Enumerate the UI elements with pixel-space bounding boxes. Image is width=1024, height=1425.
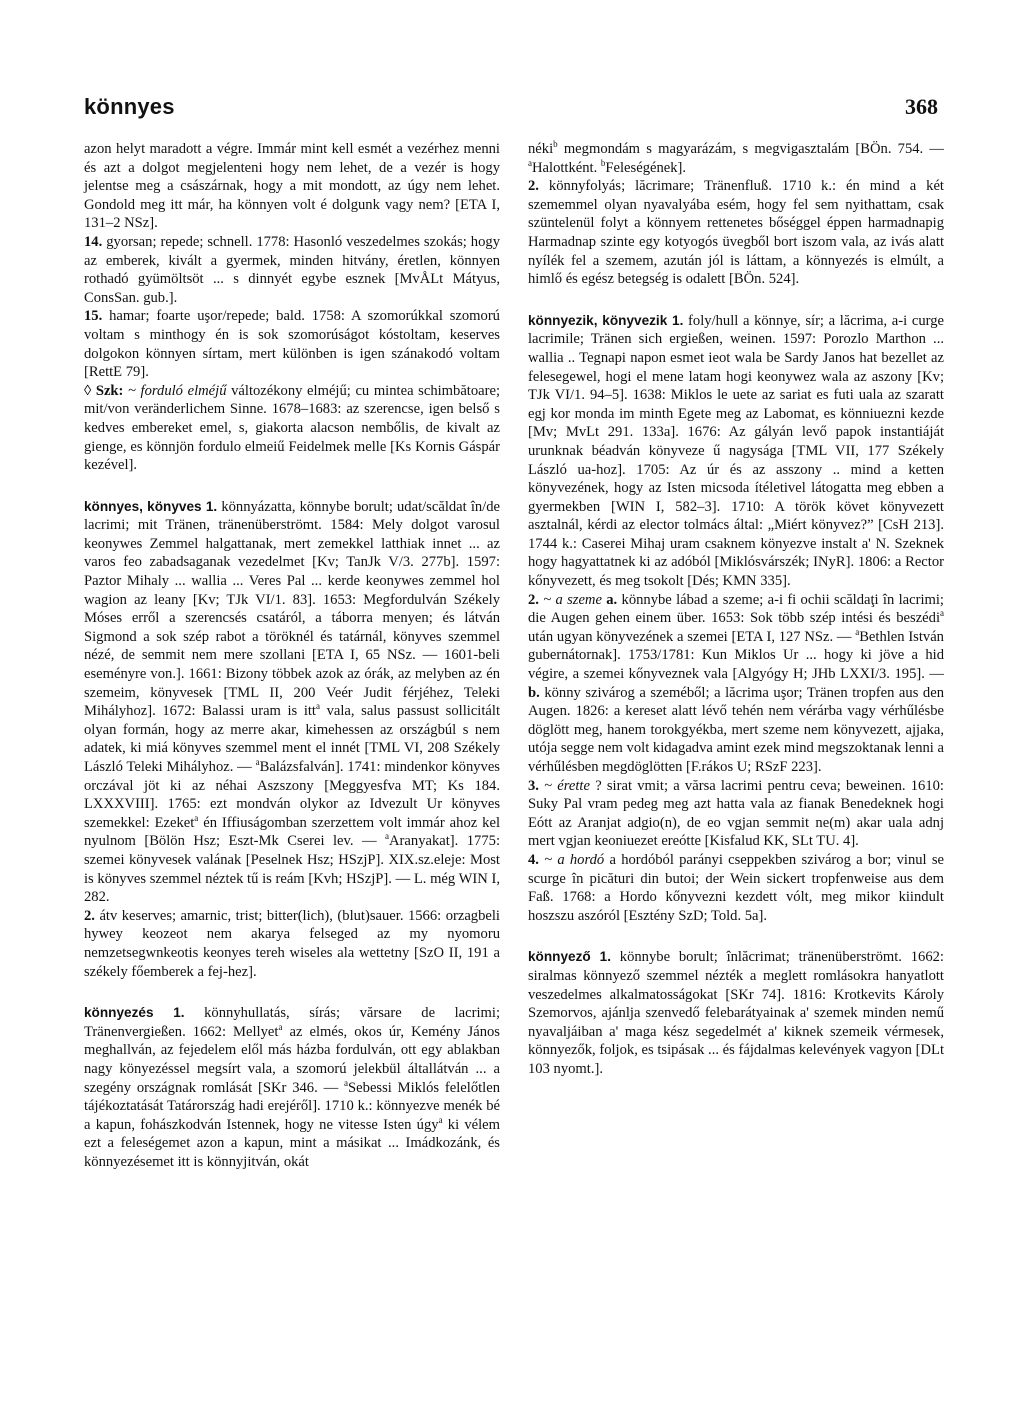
entry-konnyezes-continued xyxy=(528,140,944,289)
page-number: 368 xyxy=(905,94,938,119)
entry-continuation xyxy=(84,140,500,475)
entry-sense-2 xyxy=(528,591,944,777)
running-headword: könnyes xyxy=(84,94,175,119)
sense-text: könny szivárog a szeméből; a lăcrima uşor; Tränen tropfen aus den Augen. 1826: a kereset alatt lévő tehén nem vérárba vagy vérhűlésbe döglött meg, hanem torokgyékba, mert szeme nem könyvezett, ajjaka, utója segge nem volt kidagadva amint ezek mind megszoktanak lenni a vérhűlésben megdöglötten [F.rákos U; RSzF 223]. xyxy=(528,684,945,775)
entry-headword: könnyező 1. xyxy=(528,949,611,965)
entry-text: ki vélem ezt a feleségemet azon a kapun, mint a másikat ... Imádkozánk, és könnyezésemet itt is könnyjitván, okát xyxy=(84,1116,500,1170)
phrase: ~ forduló elméjű xyxy=(128,382,227,399)
footnote-marker: b xyxy=(600,157,606,168)
entry-text: könnyázatta, könnybe borult; udat/scăldat în/de lacrimi; mit Tränen, tränenüberströmt. 1584: Mely dolgot varosul keonywes Zemmel halgattanak, mert zemekkel latthiak innet ... az varos feo zabadsaganak vezedelmet [Kv; TanJk V/3. 277b]. 1597: Paztor Mihaly ... wallia ... Veres Pal ... kerde keonywes zemmel hol wagion az leany [Kv; TJk VI/1. 83]. 1653: Megfordulván Székely Móses erről a szerencsés csatáról, a táborra menyen; és látván Sigmond a sok szép rabot a töröknél és tatárnál, könyves szemmel nézé, de semmit nem mere szollani [ETA I, 65 NSz. — 1601-beli eseményre von.]. 1661: Bizony többek azok az órák, az melyben az én szemeim, könyvesek [TML II, 200 Veér Judit férjéhez, Teleki Mihályhoz]. 1672: Balassi uram is itt xyxy=(84,498,501,720)
footnote-marker: a xyxy=(255,757,260,768)
entry-text: Sebessi Miklós felelőtlen tájékoztatását Tatárország hadi erejéről]. 1710 k.: könnyezve menék bé a kapun, fohászkodván Istennek, hogy ne vitesse Isten úgy xyxy=(84,1079,500,1133)
phrase: ~ a szeme xyxy=(543,591,602,608)
sense-text: gyorsan; repede; schnell. 1778: Hasonló veszedelmes szokás; hogy az emberek, kivált a gyermek, minden hitvány, éretlen, könnyen rothadó gyümöltsöt ... s dinnyét egybe esznek [MvÅLt Mátyus, ConsSan. gub.]. xyxy=(84,233,500,306)
entry-text: megmondám s magyarázám, s megvigasztalám [BÖn. 754. — xyxy=(557,141,944,157)
entry-sense-14 xyxy=(84,233,500,307)
entry-text: Feleségének]. xyxy=(605,159,687,176)
entry-text: az elmés, okos úr, Kemény János meghallván, az fejedelem elől más házba fordulván, ott egy ablakban nagy könyezéssel megsírt vala, a szomorú jelekbül általlátván ... a szegény országnak romlását [SKr 346. — xyxy=(84,1023,500,1096)
entry-konnyezik xyxy=(528,312,944,926)
entry-konnyezes xyxy=(84,1004,500,1171)
entry-headword: könnyes, könyves 1. xyxy=(84,498,218,514)
entry-phrase-szk xyxy=(84,382,500,475)
sense-text: Bethlen István gubernátornak]. 1753/1781: Kun Miklos Ur ... hogy ki jöve a hid végire, a szemei kőnyveznek vala [Algyógy H; JHb LXXI/3. 195]. — xyxy=(528,628,944,683)
footnote-marker: a xyxy=(344,1077,349,1088)
entry-konnyes xyxy=(84,498,500,981)
sense-number: 2. xyxy=(528,178,539,195)
entry-text: Balázsfalván]. 1741: mindenkor könyves orczával jöt ki az néhai Aszszony [Meggyesfva MT; Ks 184. LXXXVIII]. 1765: ezt mondván olykor az Idvezult Ur könyves szemekkel: Ezeket xyxy=(84,759,500,831)
entry-paragraph xyxy=(84,1004,500,1171)
phrase: ~ a hordó xyxy=(544,851,605,868)
entry-sense-3 xyxy=(528,777,944,851)
phrase-text: változékony elméjű; cu mintea schimbătoare; mit/von veränderlichem Sinne. 1678–1683: az szerencse, igen belső s kedves embereket emel, s, giakorta alacson nembőlis, de kivalt az gienge, es könnjön fordulo elmeiű Feidelmek melle [Ks Kornis Gáspár kezével]. xyxy=(84,382,501,474)
entry-sense-2 xyxy=(528,177,944,289)
sense-text: a hordóból parányi cseppekben szivárog a bor; vinul se scurge în picături din butoi; der Wein sickert tropfenweise aus dem Faß. 1768: a Hordo kőnyvezni kezdett vólt, meg mikor kiindult hoszszu aszóról [Esztény SzD; Told. 5a]. xyxy=(528,851,944,924)
footnote-marker: a xyxy=(385,831,390,842)
entry-sense-15 xyxy=(84,307,500,381)
entry-text: könnyhullatás, sírás; vărsare de lacrimi; Tränenvergießen. 1662: Mellyet xyxy=(84,1005,501,1040)
entry-paragraph xyxy=(528,140,944,177)
sense-number: 4. xyxy=(528,851,539,868)
sense-text: könnybe lábad a szeme; a-i fi ochii scăldaţi în lacrimi; die Augen gehen einem über. 1653: Sok több szép intési és beszédi xyxy=(528,591,944,627)
entry-text: Halottként. xyxy=(532,159,601,176)
sense-text: átv keserves; amarnic, trist; bitter(lich), (blut)sauer. 1566: orzagbeli hywey keozeot nem akarya felseged az my nyomoru nemzetsegwnkeotis keonyes tereh wiseles ala wettetny [SzO II, 191 a székely főemberek a fej-hez]. xyxy=(84,907,500,980)
entry-headword: könnyezik, könyvezik 1. xyxy=(528,312,684,328)
entry-paragraph xyxy=(528,312,944,591)
entry-text: Aranyakat]. 1775: szemei könyvesek valának [Peselnek Hsz; HSzjP]. XIX.sz.eleje: Most is könyves szemmel néztek tű is reám [Kvh; HSzjP]. — L. még WIN I, 282. xyxy=(84,833,500,906)
entry-sense-2 xyxy=(84,907,500,981)
entry-text: könnybe borult; înlăcrimat; tränenüberströmt. 1662: siralmas könnyező szemmel nézték a meglett romlásokra hanyatlott veszedelmes alkalmatosságokat [SKr 74]. 1816: Krotkevits Károly Szemorvos, ajánlja szenvedő felebarátyainak a' szemek minden nemű nyavaljáiban a' maga kész segedelmét a' kiknek szemeik vérmesek, könnyezők, foljok, es tsipásak ... és fájdalmas kelevények vagyon [DLt 103 nyomt.]. xyxy=(528,949,944,1077)
phrase-marker: ◊ Szk: xyxy=(84,382,124,399)
sense-text: után ugyan könyvezének a szemei [ETA I, 127 NSz. — xyxy=(528,628,856,645)
sense-number: 2. xyxy=(528,591,539,608)
entry-text: foly/hull a könnye, sír; a lăcrima, a-i curge lacrimile; Tränen sich ergießen, weinen. 1597: Porozlo Marthon ... wallia .. Tegnapi napon esmet ieot wala be Sardy Janos hat bezellet az felesegewel, hogi el mene latam hogi keonywez wala az aszony [Kv; TJk VI/1. 94–5]. 1638: Miklos le uete az sariat es futi uala az szaratt egj kor monda im minth Egete meg az Labomat, es könniuezni kezde [Mv; MvLt 291. 133a]. 1676: Az gályán levő papok instantiáját urunknak béadván könyveze ű nagysága [TML VII, 177 Székely László ua-hoz]. 1705: Az úr és az asszony .. mind a ketten könyvezének, hogy az Isten micsoda ítéletivel látogatta meg ebben a gyermekben [WIN I, 582–3]. 1710: A török követ könyvezett asztalnál, kérdi az elector tolmács által: „Miért könyvez?” [CsH 213]. 1744 k.: Caserei Mihaj uram csaknem könyezve instalt a' N. Szeknek hogy hagyattatnek ki az adóból [Miklósvárszék; INyR]. 1806: a Rector kőnyvezett, és meg tsokolt [Dés; KMN 335]. xyxy=(528,312,944,590)
entry-text: én Iffiuságomban szerzettem volt immár ahoz kel nyulnom [Bölön Hsz; Eszt-Mk Cserei lev. — xyxy=(84,814,500,850)
footnote-marker: a xyxy=(940,608,944,619)
entry-headword: könnyezés 1. xyxy=(84,1005,185,1021)
right-column xyxy=(528,140,944,1102)
footnote-marker: a xyxy=(194,812,199,823)
sense-number: 15. xyxy=(84,308,103,325)
sense-number: 2. xyxy=(84,907,95,924)
entry-text: azon helyt maradott a végre. Immár mint kell esmét a vezérhez menni és azt a dolgot megjelenteni hogy nem lehet, de a vezér is hogy jelentse meg a császárnak, hogy a mit mondott, az úgy nem lehet. Gondold meg itt már, ha könnyen volt é dolgunk vagy nem? [ETA I, 131–2 NSz]. xyxy=(84,141,500,232)
footnote-marker: a xyxy=(528,157,532,168)
entry-text: néki xyxy=(528,141,554,157)
sense-number: 3. xyxy=(528,777,539,794)
footnote-marker: a xyxy=(438,1114,443,1125)
subsense-marker: b. xyxy=(528,684,540,701)
entry-paragraph xyxy=(84,140,500,233)
page-header xyxy=(84,94,940,128)
entry-paragraph xyxy=(528,948,944,1078)
entry-paragraph xyxy=(84,498,500,907)
phrase: ~ érette xyxy=(544,777,590,794)
footnote-marker: a xyxy=(855,626,860,637)
entry-sense-4 xyxy=(528,851,944,925)
subsense-marker: a. xyxy=(606,591,618,608)
footnote-marker: b xyxy=(553,139,558,150)
footnote-marker: a xyxy=(316,701,320,712)
entry-konnyezo xyxy=(528,948,944,1078)
sense-text: ? sirat vmit; a vărsa lacrimi pentru ceva; beweinen. 1610: Suky Pal vram pedeg meg azt hatta vala az fianak Benedeknek hogi Eótt az Aranjat adgio(n), de eo vgjan semmit ne(m) akar uala adnj mert vgjan keoniuezet ereótte [Kisfalud KK, SLt TU. 4]. xyxy=(528,777,944,850)
footnote-marker: a xyxy=(278,1021,283,1032)
left-column xyxy=(84,140,500,1194)
entry-text: vala, salus passust sollicitált olyan formán, hogy az merre akar, kimehessen az országbúl s nem adatek, ki miá könyves szemmel ment el innét [TML VI, 208 Székely László Teleki Mihályhoz. — xyxy=(84,703,500,775)
sense-text: hamar; foarte uşor/repede; bald. 1758: A szomorúkkal szomorú voltam s minthogy én is sok szomorúságot kóstoltam, keserves dolgokon könnyen sírtam, mert különben is igen szánakodó voltam [RettE 79]. xyxy=(84,308,500,381)
sense-text: könnyfolyás; lăcrimare; Tränenfluß. 1710 k.: én mind a két szememmel olyan nyavalyába esém, hogy fel sem nyithattam, csak szüntelenül folyt a könnyem rettenetes bőséggel éppen harmadnapig Harmadnap szinte egy kotyogós üvegből bort iszom vala, az ivás alatt nyílék fel a szemem, azután jól is láttam, a könnyezés is elmúlt, a himlő és egész betegség is odalett [BÖn. 524]. xyxy=(528,178,944,288)
sense-number: 14. xyxy=(84,233,103,250)
